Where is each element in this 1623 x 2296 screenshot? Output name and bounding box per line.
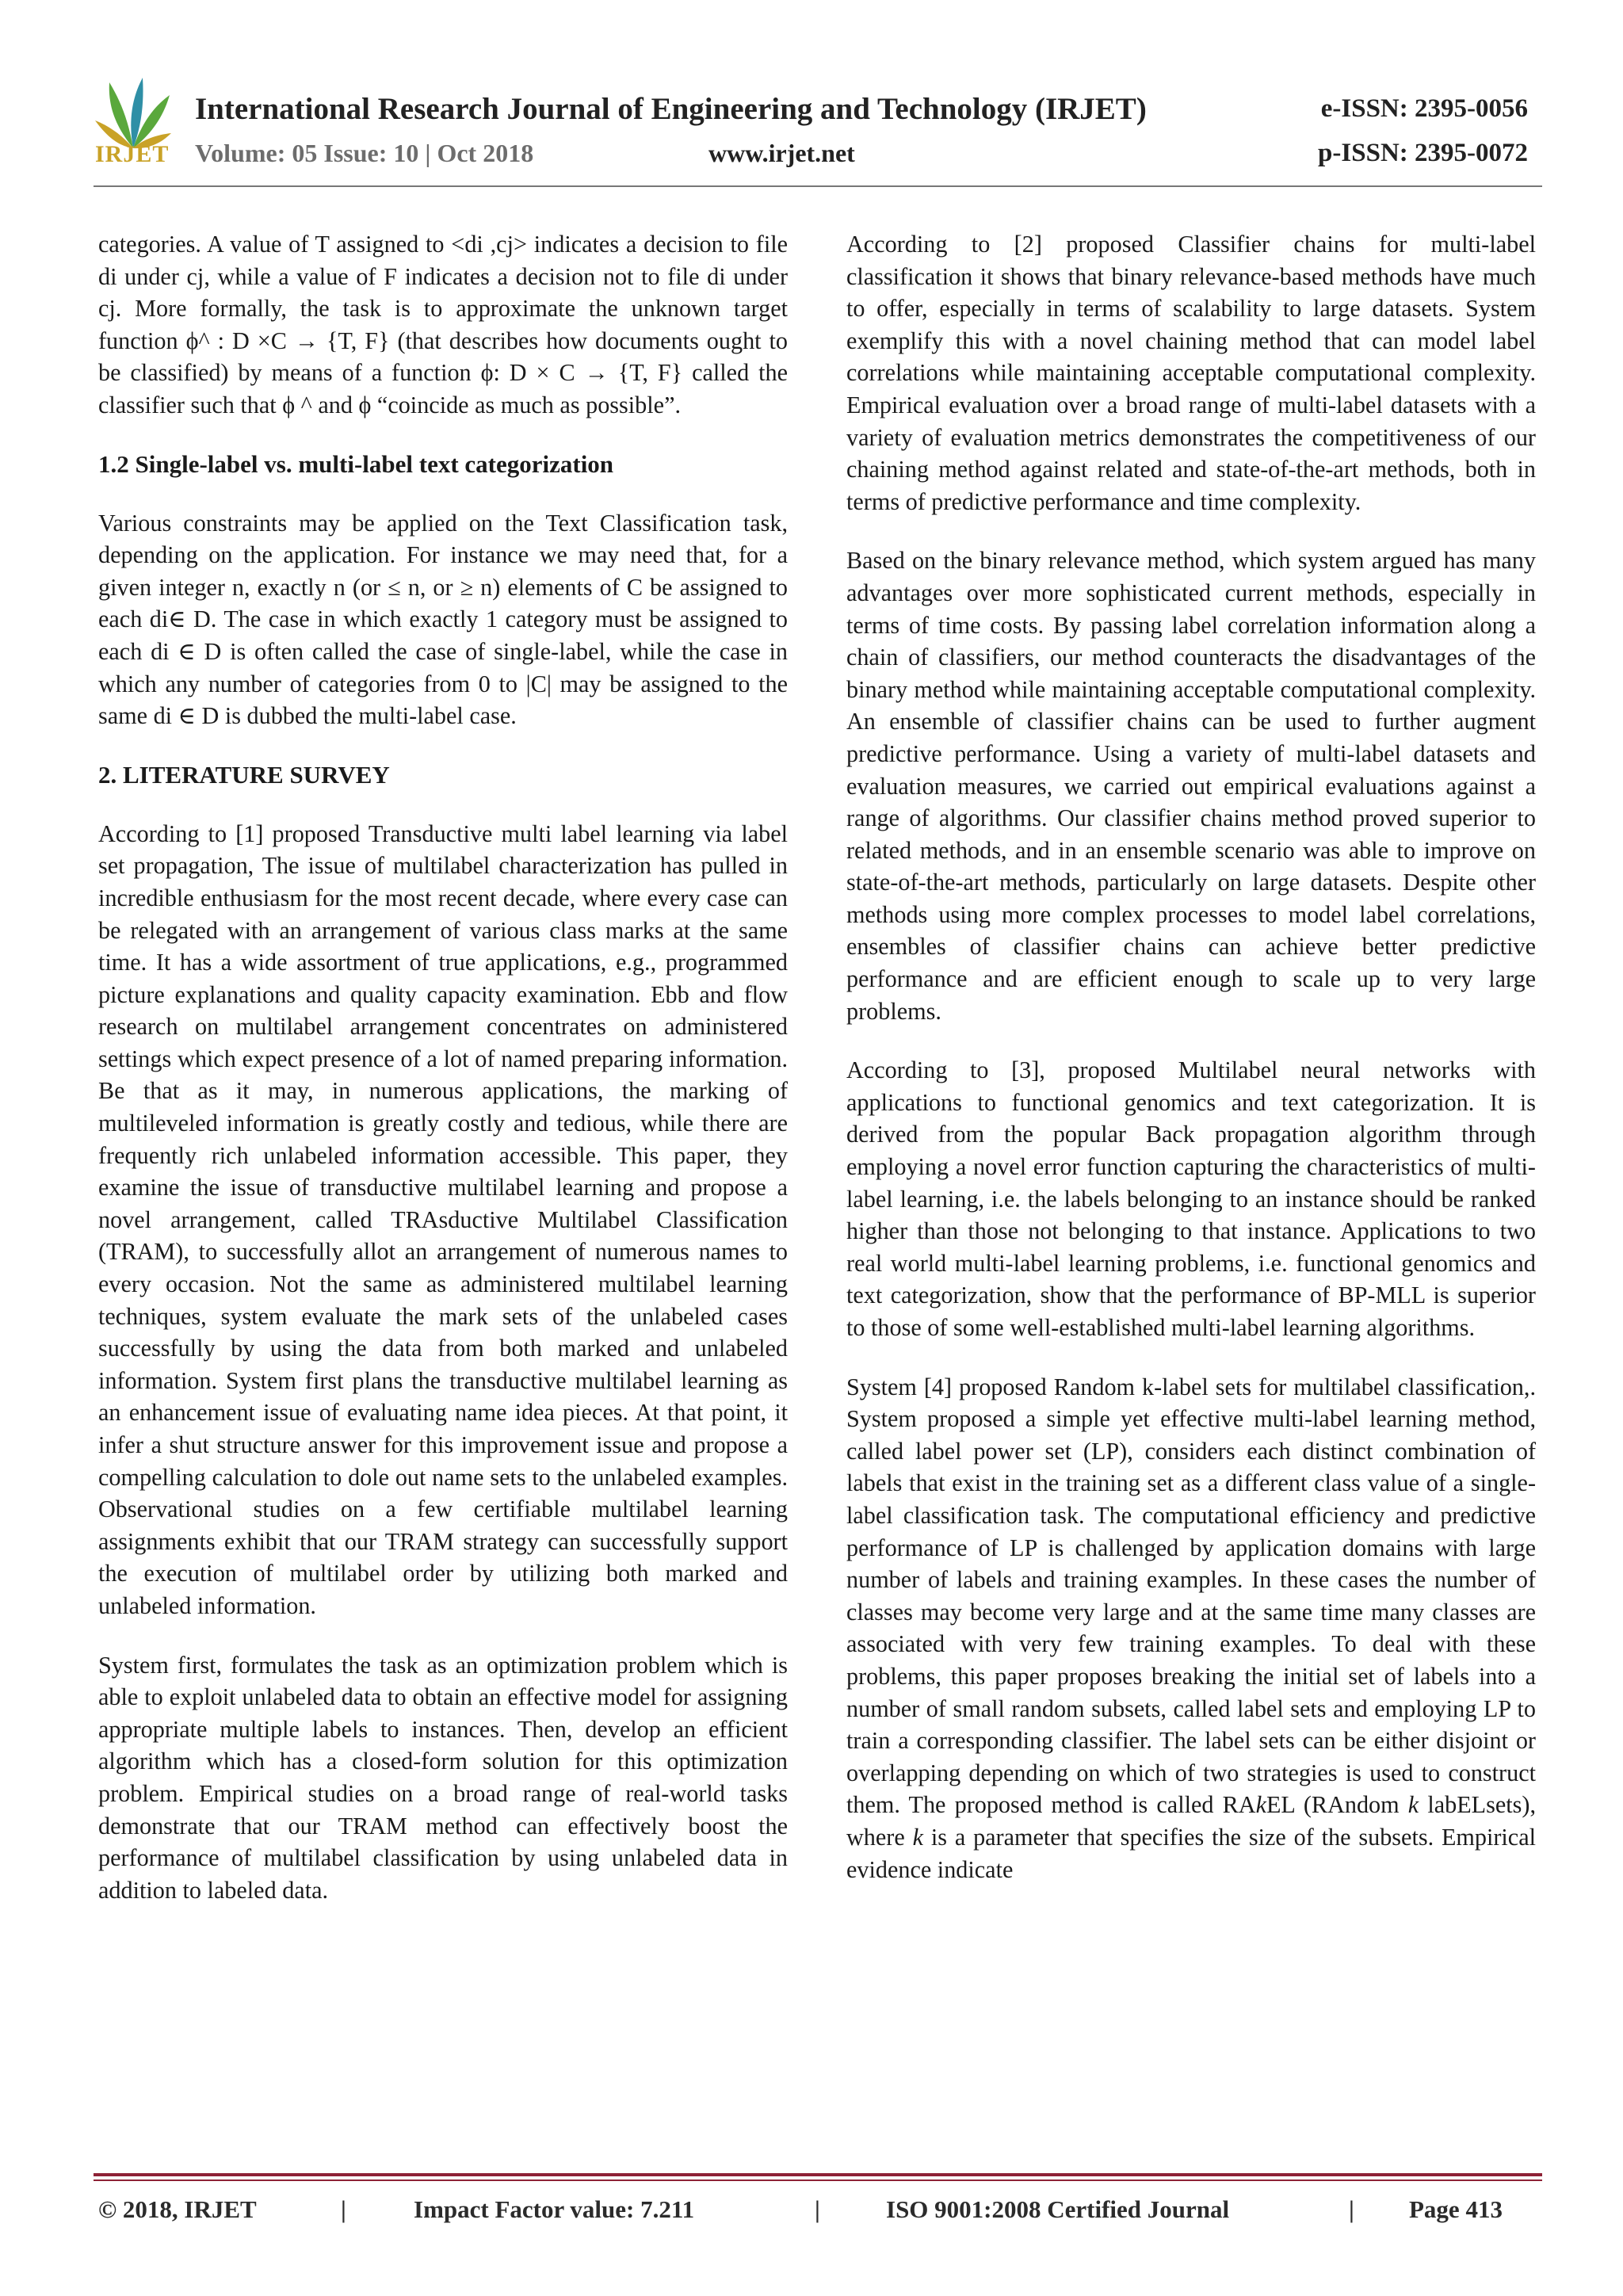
paragraph-ref-1: According to [1] proposed Transductive multi label learning via label set propagation, The issue of multilabel characterization has pulled in incredible enthusiasm for the most recent decade, where every case can be relegated with an arrangement of various class marks at the same time. It has a wide assortment of true applications, e.g., programmed picture explanations and quality capacity examination. Ebb and flow research on multilabel arrangement concentrates on administered settings which expect presence of a lot of named preparing information. Be that as it may, in numerous applications, the marking of multileveled information is greatly costly and tedious, while there are frequently rich unlabeled information accessible. This paper, they examine the issue of transductive multilabel learning and propose a novel arrangement, called TRAsductive Multilabel Classification (TRAM), to successfully allot an arrangement of numerous names to every occasion. Not the same as administered multilabel learning techniques, system evaluate the mark sets of the unlabeled cases successfully by using the data from both marked and unlabeled information. System first plans the transductive multilabel learning as an enhancement issue of evaluating name idea pieces. At that point, it infer a shut structure answer for this improvement issue and propose a compelling calculation to dole out name sets to the unlabeled examples. Observational studies on a few certifiable multilabel learning assignments exhibit that our TRAM strategy can successfully support the execution of multilabel order by utilizing both marked and unlabeled information. xyxy=(98,819,788,1619)
paragraph-classifier-definition: categories. A value of T assigned to <di ,cj> indicates a decision to file di under cj, while a value of F indicates a decision not to file di under cj. More formally, the task is to approximate the unknown target function ϕ^ : D ×C → {T, F} (that describes how documents ought to be classified) by means of a function ϕ: D × C → {T, F} called the classifier such that ϕ ^ and ϕ “coincide as much as possible”. xyxy=(98,231,788,418)
section-heading-single-vs-multi: 1.2 Single-label vs. multi-label text categorization xyxy=(98,449,614,478)
right-column xyxy=(846,228,1536,1912)
footer-separator: | xyxy=(1349,2195,1354,2223)
left-column xyxy=(98,228,788,1933)
page-header xyxy=(0,0,1623,190)
footer-page-number: Page 413 xyxy=(1409,2195,1503,2223)
ref-4-k-2: k xyxy=(1407,1791,1419,1819)
ref-4-k-1: k xyxy=(1255,1791,1266,1819)
ref-4-text-a: System [4] proposed Random k-label sets for multilabel classification,. System proposed a simple yet effective multi-label learning method, called label power set (LP), considers each distinct combination of labels that exist in the training set as a different class value of a single-label classification task. The computational efficiency and predictive performance of LP is challenged by application domains with large number of labels and training examples. In these cases the number of classes may become very large and at the same time many classes are associated with very few training examples. To deal with these problems, this paper proposes breaking the initial set of labels into a number of small random subsets, called label sets and employing LP to train a corresponding classifier. The label sets can be either disjoint or overlapping depending on which of two strategies is used to construct them. The proposed method is called RA xyxy=(846,1373,1536,1819)
footer-separator: | xyxy=(341,2195,346,2223)
ref-4-text-c: labELsets), where xyxy=(846,1791,1536,1851)
journal-title: International Research Journal of Engineering and Technology (IRJET) xyxy=(195,92,1147,126)
paragraph-tram: System first, formulates the task as an optimization problem which is able to exploit unlabeled data to obtain an effective model for assigning appropriate multiple labels to instances. Then, develop an efficient algorithm which has a closed-form solution for this optimization problem. Empirical studies on a broad range of real-world tasks demonstrate that our TRAM method can effectively boost the performance of multilabel classification by using unlabeled data in addition to labeled data. xyxy=(98,1651,788,1904)
footer-copyright: © 2018, IRJET xyxy=(98,2195,257,2223)
header-divider xyxy=(94,185,1542,187)
page-footer xyxy=(98,2195,1541,2232)
footer-impact-factor: Impact Factor value: 7.211 xyxy=(414,2195,695,2223)
logo-text: IRJET xyxy=(95,141,170,167)
footer-divider-thick xyxy=(94,2173,1542,2176)
volume-issue: Volume: 05 Issue: 10 | Oct 2018 xyxy=(195,139,534,167)
paragraph-ref-2: According to [2] proposed Classifier chains for multi-label classification it shows that binary relevance-based methods have much to offer, especially in terms of scalability to large datasets. System exemplify this with a novel chaining method that can model label correlations while maintaining acceptable computational complexity. Empirical evaluation over a broad range of multi-label datasets with a variety of evaluation metrics demonstrates the competitiveness of our chaining method against related and state-of-the-art methods, both in terms of predictive performance and time complexity. xyxy=(846,231,1536,515)
footer-separator: | xyxy=(815,2195,820,2223)
paragraph-binary-relevance: Based on the binary relevance method, which system argued has many advantages over more sophisticated current methods, especially in terms of time costs. By passing label correlation information along a chain of classifiers, our method counteracts the disadvantages of the binary method while maintaining acceptable computational complexity. An ensemble of classifier chains can be used to further augment predictive performance. Using a variety of multi-label datasets and evaluation measures, we carried out empirical evaluations against a range of algorithms. Our classifier chains method proved superior to related methods, and in an ensemble scenario was able to improve on state-of-the-art methods, particularly on large datasets. Despite other methods using more complex processes to model label correlations, ensembles of classifier chains can achieve better predictive performance and are efficient enough to scale up to very large problems. xyxy=(846,547,1536,1025)
paragraph-ref-3: According to [3], proposed Multilabel neural networks with applications to functional genomics and text categorization. It is derived from the popular Back propagation algorithm through employing a novel error function capturing the characteristics of multi-label learning, i.e. the labels belonging to an instance should be ranked higher than those not belonging to that instance. Applications to two real world multi-label learning problems, i.e. functional genomics and text categorization, show that the performance of BP-MLL is superior to those of some well-established multi-label learning algorithms. xyxy=(846,1056,1536,1341)
ref-4-k-3: k xyxy=(912,1823,923,1851)
ref-4-text-d: is a parameter that specifies the size of the subsets. Empirical evidence indicate xyxy=(846,1823,1536,1883)
footer-divider-thin xyxy=(94,2179,1542,2181)
p-issn: p-ISSN: 2395-0072 xyxy=(1318,139,1528,167)
footer-iso: ISO 9001:2008 Certified Journal xyxy=(886,2195,1230,2223)
paragraph-constraints: Various constraints may be applied on the Text Classification task, depending on the application. For instance we may need that, for a given integer n, exactly n (or ≤ n, or ≥ n) elements of C be assigned to each di∈ D. The case in which exactly 1 category must be assigned to each di ∈ D is often called the case of single-label, while the case in which any number of categories from 0 to |C| may be assigned to the same di ∈ D is dubbed the multi-label case. xyxy=(98,509,788,730)
paragraph-ref-4 xyxy=(846,1371,1536,1886)
e-issn: e-ISSN: 2395-0056 xyxy=(1320,94,1528,123)
section-heading-literature-survey: 2. LITERATURE SURVEY xyxy=(98,760,390,789)
journal-website: www.irjet.net xyxy=(708,139,855,167)
ref-4-text-b: EL (RAndom xyxy=(1266,1791,1408,1819)
